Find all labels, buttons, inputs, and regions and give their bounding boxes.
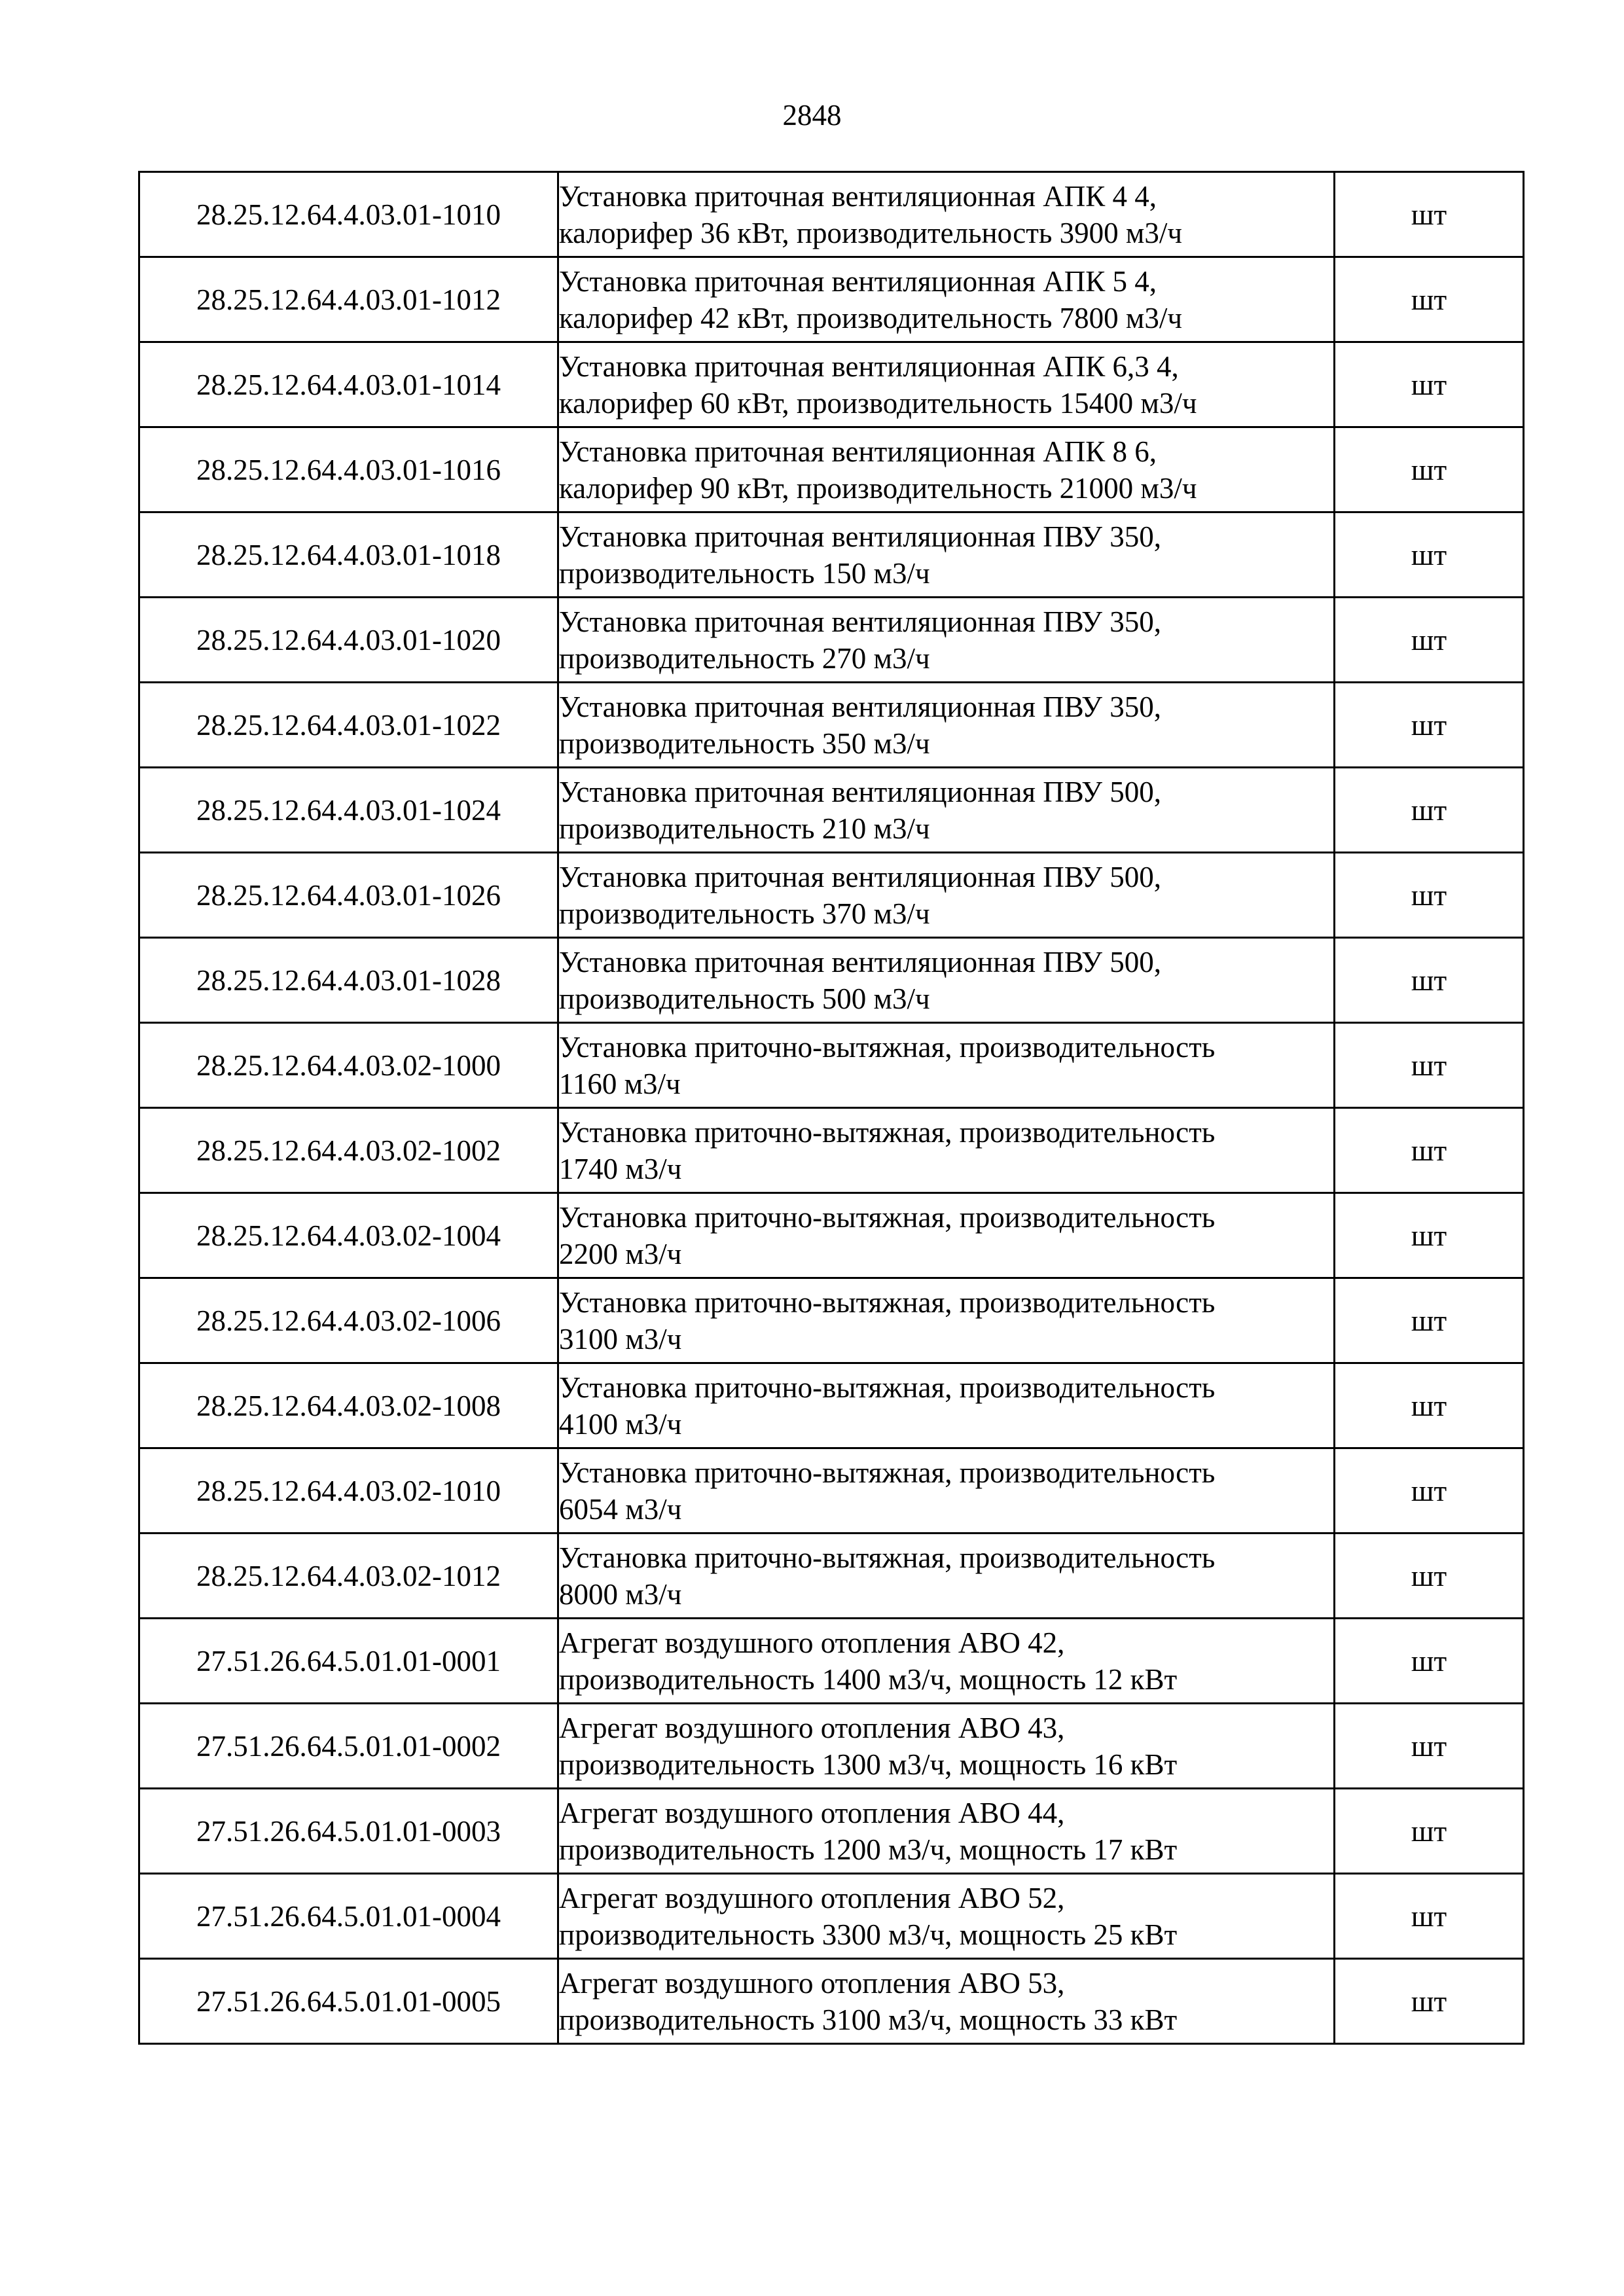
table-row [139, 1789, 1524, 1874]
resource-name [558, 1874, 1335, 1959]
resource-name [558, 768, 1335, 853]
unit-of-measure: шт [1335, 512, 1524, 598]
resource-name [558, 257, 1335, 342]
resource-name-line-1: Установка приточно-вытяжная, производительность [559, 1371, 1216, 1404]
resource-name [558, 1619, 1335, 1704]
resource-name-line-2: производительность 350 м3/ч [559, 726, 930, 760]
resource-name [558, 1108, 1335, 1193]
table-row [139, 172, 1524, 257]
resource-name [558, 1363, 1335, 1448]
resource-name-line-1: Установка приточная вентиляционная ПВУ 350, [559, 605, 1161, 638]
unit-of-measure: шт [1335, 172, 1524, 257]
resource-name [558, 1193, 1335, 1278]
resource-code: 28.25.12.64.4.03.02-1008 [139, 1363, 558, 1448]
table-row [139, 512, 1524, 598]
resource-name-line-2: 8000 м3/ч [559, 1577, 682, 1611]
resource-name [558, 342, 1335, 427]
resource-name-line-2: 1160 м3/ч [559, 1067, 681, 1100]
resource-name [558, 1448, 1335, 1534]
resource-code: 28.25.12.64.4.03.01-1010 [139, 172, 558, 257]
unit-of-measure: шт [1335, 342, 1524, 427]
resource-code: 27.51.26.64.5.01.01-0001 [139, 1619, 558, 1704]
table-row [139, 683, 1524, 768]
table-row [139, 257, 1524, 342]
unit-of-measure: шт [1335, 768, 1524, 853]
resource-name [558, 1023, 1335, 1108]
unit-of-measure: шт [1335, 1619, 1524, 1704]
table-row [139, 427, 1524, 512]
table-row [139, 598, 1524, 683]
resource-name-line-1: Установка приточно-вытяжная, производительность [559, 1285, 1216, 1319]
resource-name-line-2: производительность 210 м3/ч [559, 812, 930, 845]
resource-code: 27.51.26.64.5.01.01-0003 [139, 1789, 558, 1874]
table-row [139, 1023, 1524, 1108]
resource-table [138, 171, 1525, 2045]
resource-name-line-2: калорифер 90 кВт, производительность 21000 м3/ч [559, 471, 1197, 505]
unit-of-measure: шт [1335, 1874, 1524, 1959]
resource-name-line-1: Установка приточная вентиляционная ПВУ 500, [559, 945, 1161, 978]
resource-name [558, 172, 1335, 257]
table-row [139, 853, 1524, 938]
unit-of-measure: шт [1335, 1278, 1524, 1363]
resource-name [558, 853, 1335, 938]
resource-name-line-1: Установка приточно-вытяжная, производительность [559, 1200, 1216, 1234]
unit-of-measure: шт [1335, 1108, 1524, 1193]
resource-code: 28.25.12.64.4.03.01-1022 [139, 683, 558, 768]
resource-name-line-1: Агрегат воздушного отопления АВО 43, [559, 1711, 1065, 1744]
resource-name-line-2: производительность 1200 м3/ч, мощность 17 кВт [559, 1833, 1178, 1866]
resource-name [558, 1278, 1335, 1363]
resource-name-line-1: Установка приточно-вытяжная, производительность [559, 1541, 1216, 1574]
table-row [139, 1874, 1524, 1959]
page-number: 2848 [782, 99, 842, 132]
table-row [139, 1448, 1524, 1534]
resource-code: 28.25.12.64.4.03.01-1018 [139, 512, 558, 598]
resource-name-line-2: 3100 м3/ч [559, 1322, 682, 1355]
resource-name [558, 427, 1335, 512]
unit-of-measure: шт [1335, 1363, 1524, 1448]
unit-of-measure: шт [1335, 1448, 1524, 1534]
resource-code: 28.25.12.64.4.03.01-1028 [139, 938, 558, 1023]
resource-code: 28.25.12.64.4.03.01-1016 [139, 427, 558, 512]
unit-of-measure: шт [1335, 427, 1524, 512]
resource-name-line-2: калорифер 36 кВт, производительность 3900 м3/ч [559, 216, 1183, 249]
unit-of-measure: шт [1335, 1959, 1524, 2044]
resource-name-line-1: Установка приточная вентиляционная АПК 4 4, [559, 179, 1157, 213]
table-row [139, 1704, 1524, 1789]
resource-name [558, 598, 1335, 683]
resource-name [558, 1534, 1335, 1619]
resource-name [558, 683, 1335, 768]
resource-code: 28.25.12.64.4.03.02-1012 [139, 1534, 558, 1619]
resource-name-line-1: Агрегат воздушного отопления АВО 53, [559, 1966, 1065, 2000]
unit-of-measure: шт [1335, 257, 1524, 342]
table-row [139, 938, 1524, 1023]
table-row [139, 342, 1524, 427]
resource-name [558, 1789, 1335, 1874]
resource-name-line-1: Агрегат воздушного отопления АВО 52, [559, 1881, 1065, 1914]
resource-name-line-2: производительность 150 м3/ч [559, 556, 930, 590]
unit-of-measure: шт [1335, 938, 1524, 1023]
table-row [139, 1959, 1524, 2044]
unit-of-measure: шт [1335, 853, 1524, 938]
resource-name-line-2: производительность 370 м3/ч [559, 897, 930, 930]
resource-name-line-2: калорифер 60 кВт, производительность 15400 м3/ч [559, 386, 1197, 420]
table-row [139, 1193, 1524, 1278]
resource-name-line-2: производительность 1300 м3/ч, мощность 16 кВт [559, 1748, 1178, 1781]
resource-name-line-2: 6054 м3/ч [559, 1492, 682, 1526]
resource-code: 28.25.12.64.4.03.01-1012 [139, 257, 558, 342]
resource-name-line-1: Установка приточно-вытяжная, производительность [559, 1456, 1216, 1489]
unit-of-measure: шт [1335, 1704, 1524, 1789]
table-row [139, 768, 1524, 853]
resource-code: 28.25.12.64.4.03.02-1002 [139, 1108, 558, 1193]
table-row [139, 1363, 1524, 1448]
resource-name-line-2: 2200 м3/ч [559, 1237, 682, 1270]
resource-name-line-1: Установка приточная вентиляционная АПК 5 4, [559, 264, 1157, 298]
unit-of-measure: шт [1335, 1534, 1524, 1619]
resource-name-line-1: Установка приточная вентиляционная ПВУ 500, [559, 775, 1161, 808]
resource-name-line-2: производительность 1400 м3/ч, мощность 12 кВт [559, 1662, 1178, 1696]
resource-name-line-1: Агрегат воздушного отопления АВО 44, [559, 1796, 1065, 1829]
resource-code: 28.25.12.64.4.03.02-1010 [139, 1448, 558, 1534]
resource-name-line-1: Установка приточная вентиляционная ПВУ 500, [559, 860, 1161, 893]
table-row [139, 1278, 1524, 1363]
resource-code: 28.25.12.64.4.03.02-1006 [139, 1278, 558, 1363]
resource-name [558, 1704, 1335, 1789]
resource-name-line-1: Установка приточная вентиляционная АПК 8 6, [559, 435, 1157, 468]
unit-of-measure: шт [1335, 1023, 1524, 1108]
resource-name-line-2: производительность 3300 м3/ч, мощность 25 кВт [559, 1918, 1178, 1951]
resource-name-line-2: производительность 3100 м3/ч, мощность 33 кВт [559, 2003, 1178, 2036]
resource-name-line-1: Установка приточная вентиляционная ПВУ 350, [559, 520, 1161, 553]
resource-name-line-2: производительность 270 м3/ч [559, 641, 930, 675]
resource-name-line-1: Установка приточно-вытяжная, производительность [559, 1030, 1216, 1064]
resource-name-line-2: калорифер 42 кВт, производительность 7800 м3/ч [559, 301, 1183, 334]
table-row [139, 1534, 1524, 1619]
resource-code: 28.25.12.64.4.03.02-1004 [139, 1193, 558, 1278]
resource-name [558, 512, 1335, 598]
resource-code: 28.25.12.64.4.03.01-1020 [139, 598, 558, 683]
table-row [139, 1619, 1524, 1704]
resource-name-line-2: 1740 м3/ч [559, 1152, 682, 1185]
resource-code: 27.51.26.64.5.01.01-0002 [139, 1704, 558, 1789]
unit-of-measure: шт [1335, 598, 1524, 683]
unit-of-measure: шт [1335, 1789, 1524, 1874]
resource-name-line-2: 4100 м3/ч [559, 1407, 682, 1441]
unit-of-measure: шт [1335, 683, 1524, 768]
resource-code: 28.25.12.64.4.03.01-1026 [139, 853, 558, 938]
resource-name-line-1: Установка приточная вентиляционная ПВУ 350, [559, 690, 1161, 723]
resource-code: 27.51.26.64.5.01.01-0004 [139, 1874, 558, 1959]
resource-code: 28.25.12.64.4.03.02-1000 [139, 1023, 558, 1108]
resource-name-line-1: Установка приточно-вытяжная, производительность [559, 1115, 1216, 1149]
resource-name [558, 1959, 1335, 2044]
resource-code: 28.25.12.64.4.03.01-1014 [139, 342, 558, 427]
resource-code: 28.25.12.64.4.03.01-1024 [139, 768, 558, 853]
resource-name [558, 938, 1335, 1023]
table-row [139, 1108, 1524, 1193]
unit-of-measure: шт [1335, 1193, 1524, 1278]
resource-name-line-1: Агрегат воздушного отопления АВО 42, [559, 1626, 1065, 1659]
resource-code: 27.51.26.64.5.01.01-0005 [139, 1959, 558, 2044]
resource-name-line-2: производительность 500 м3/ч [559, 982, 930, 1015]
resource-name-line-1: Установка приточная вентиляционная АПК 6,3 4, [559, 350, 1179, 383]
table-body [139, 172, 1524, 2044]
